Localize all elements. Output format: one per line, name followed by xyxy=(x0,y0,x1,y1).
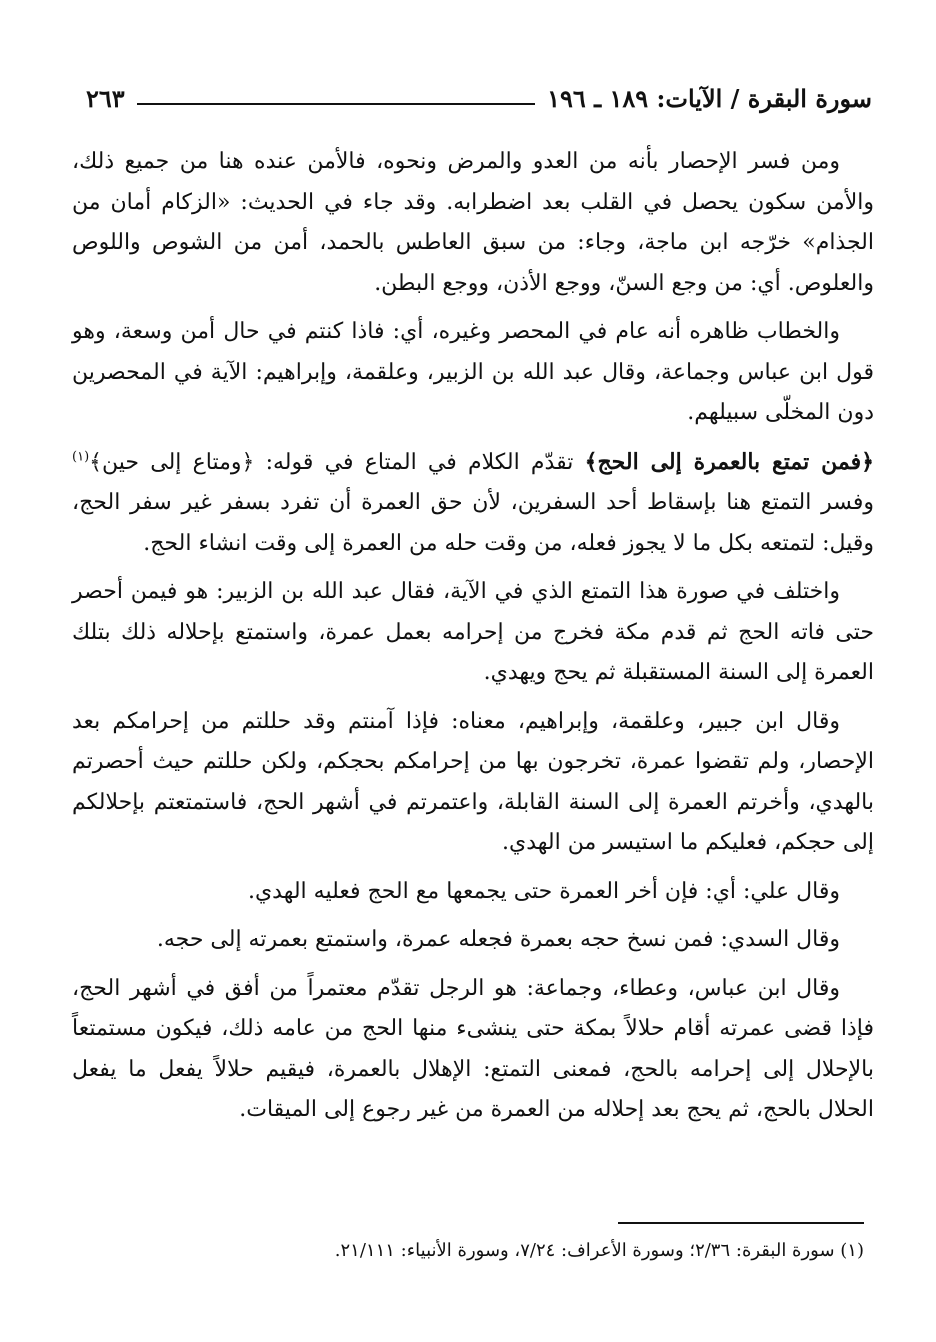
paragraph: وقال علي: أي: فإن أخر العمرة حتى يجمعها مع الحج فعليه الهدي. xyxy=(247,878,840,904)
page-number: ٢٦٣ xyxy=(86,83,125,113)
paragraph xyxy=(72,442,874,565)
running-header xyxy=(86,78,872,118)
paragraph: وقال السدي: فمن نسخ حجه بعمرة فجعله عمرة، واستمتع بعمرته إلى حجه. xyxy=(156,927,840,952)
footnote-ref[interactable]: (١) xyxy=(72,449,90,465)
paragraph: واختلف في صورة هذا التمتع الذي في الآية، فقال عبد الله بن الزبير: هو فيمن أحصر حتى فاته الحج ثم قدم مكة فخرج من إحرامه بعمل عمرة، واستمتع بإحلاله ذلك بتلك العمرة إلى السنة المستقبلة ثم يحج ويهدي. xyxy=(72,579,874,685)
footnote-rule xyxy=(618,1222,864,1224)
paragraph: والخطاب ظاهره أنه عام في المحصر وغيره، أي: فاذا كنتم في حال أمن وسعة، وهو قول ابن عباس وجماعة، وقال عبد الله بن الزبير، وعلقمة، وإبراهيم: الآية في المحصرين دون المخلّى سبيلهم. xyxy=(72,319,874,425)
main-text xyxy=(72,142,874,1139)
header-title: سورة البقرة / الآيات: ١٨٩ ـ ١٩٦ xyxy=(547,83,872,113)
paragraph: وقال ابن عباس، وعطاء، وجماعة: هو الرجل تقدّم معتمراً من أفق في أشهر الحج، فإذا قضى عمرته أقام حلالاً بمكة حتى ينشىء منها الحج من عامه ذلك، فيكون مستمتعاً بالإحلال إلى إحرامه بالحج، فمعنى التمتع: الإهلال بالعمرة، فيقيم حلالاً يفعل ما يفعل الحلال بالحج، ثم يحج بعد إحلاله من العمرة من غير رجوع إلى الميقات. xyxy=(72,975,874,1122)
paragraph-text: تقدّم الكلام في المتاع في قوله: ﴿ومتاع إلى حين﴾ xyxy=(89,449,585,475)
footnote: (١) سورة البقرة: ٢/٣٦؛ وسورة الأعراف: ٧/٢٤، وسورة الأنبياء: ٢١/١١١. xyxy=(334,1240,864,1261)
quran-verse-quote: ﴿فمن تمتع بالعمرة إلى الحج﴾ xyxy=(584,448,874,475)
header-rule xyxy=(137,103,535,105)
paragraph-text: وفسر التمتع هنا بإسقاط أحد السفرين، لأن حق العمرة أن تفرد بسفر غير سفر الحج، وقيل: لتمتعه بكل ما لا يجوز فعله، من وقت حله من العمرة إلى وقت انشاء الحج. xyxy=(72,490,874,556)
paragraph: ومن فسر الإحصار بأنه من العدو والمرض ونحوه، فالأمن عنده هنا من جميع ذلك، والأمن سكون يحصل في القلب بعد اضطرابه. وقد جاء في الحديث: «الزكام أمان من الجذام» خرّجه ابن ماجة، وجاء: من سبق العاطس بالحمد، أمن من الشوص واللوص والعلوص. أي: من وجع السنّ، ووجع الأذن، ووجع البطن. xyxy=(72,149,874,296)
paragraph: وقال ابن جبير، وعلقمة، وإبراهيم، معناه: فإذا آمنتم وقد حللتم من إحرامكم بعد الإحصار، ولم تقضوا عمرة، تخرجون بها من إحرامكم بحجكم، ولكن حللتم حيث أحصرتم بالهدي، وأخرتم العمرة إلى السنة القابلة، واعتمرتم في أشهر الحج، فاستمتعتم بإحلالكم إلى حجكم، فعليكم ما استيسر من الهدي. xyxy=(72,708,874,855)
